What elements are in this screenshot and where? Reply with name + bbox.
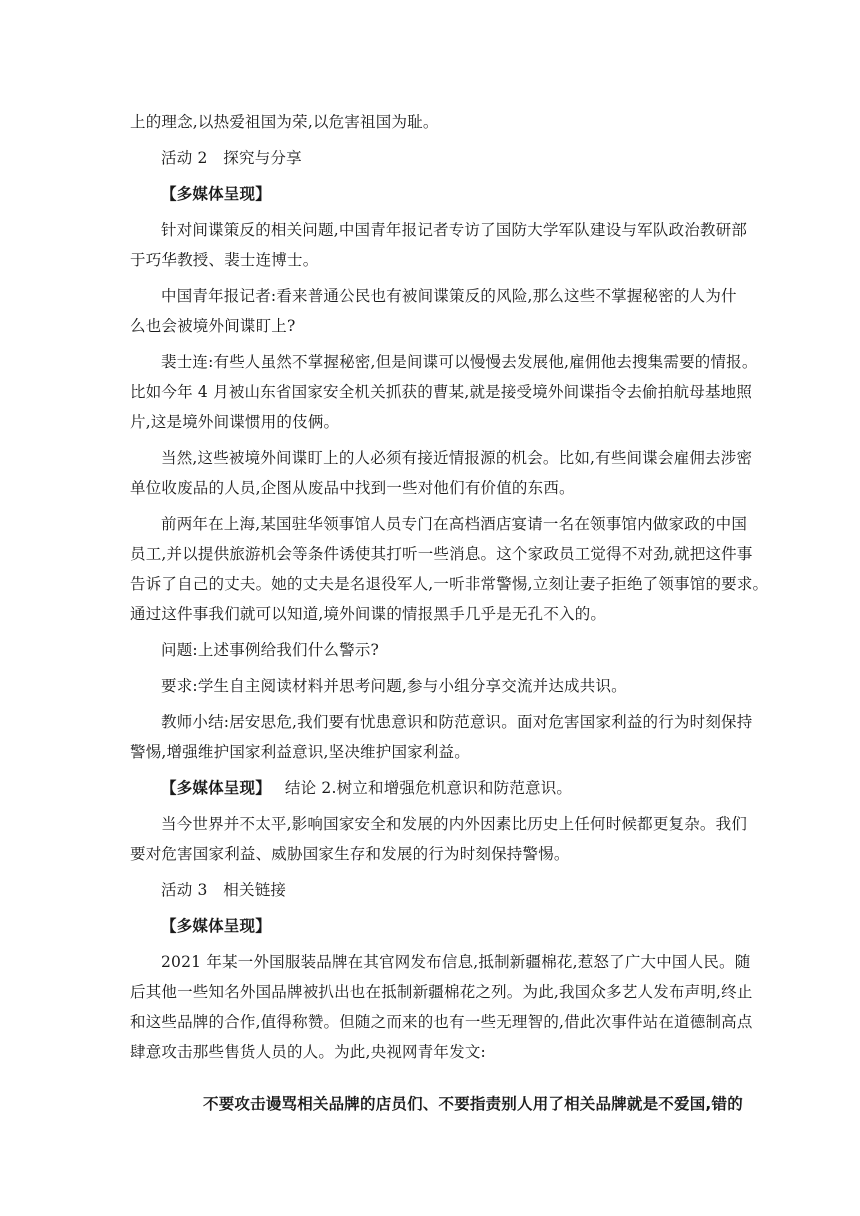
paragraph-line: 中国青年报记者:看来普通公民也有被间谍策反的风险,那么这些不掌握秘密的人为什 [161,287,737,305]
activity-heading: 活动 3 相关链接 [161,881,287,899]
activity-heading: 活动 2 探究与分享 [161,149,302,167]
paragraph-line: 警惕,增强维护国家利益意识,坚决维护国家利益。 [130,743,470,761]
paragraph-line: 当今世界并不太平,影响国家安全和发展的内外因素比历史上任何时候都更复杂。我们 [161,815,748,833]
paragraph-line: 单位收废品的人员,企图从废品中找到一些对他们有价值的东西。 [130,479,575,497]
paragraph-line: 肆意攻击那些售货人员的人。为此,央视网青年发文: [130,1043,486,1061]
paragraph-line: 后其他一些知名外国品牌被扒出也在抵制新疆棉花之列。为此,我国众多艺人发布声明,终止 [130,983,753,1001]
paragraph-line: 要对危害国家利益、威胁国家生存和发展的行为时刻保持警惕。 [130,845,570,863]
paragraph-line: 通过这件事我们就可以知道,境外间谍的情报黑手几乎是无孔不入的。 [130,605,607,623]
paragraph-line: 问题:上述事例给我们什么警示? [161,641,380,659]
paragraph-line: 片,这是境外间谍惯用的伎俩。 [130,413,340,431]
paragraph-line: 裴士连:有些人虽然不掌握秘密,但是间谍可以慢慢去发展他,雇佣他去搜集需要的情报。 [161,353,758,371]
paragraph-line: 于巧华教授、裴士连博士。 [130,251,319,269]
paragraph-line: 员工,并以提供旅游机会等条件诱使其打听一些消息。这个家政员工觉得不对劲,就把这件事 [130,545,753,563]
paragraph-line: 比如今年 4 月被山东省国家安全机关抓获的曹某,就是接受境外间谍指令去偷拍航母基地照 [130,383,753,401]
quote-line: 不要攻击谩骂相关品牌的店员们、不要指责别人用了相关品牌就是不爱国,错的 [203,1095,743,1113]
multimedia-label: 【多媒体呈现】 [161,185,271,203]
multimedia-label: 【多媒体呈现】 [161,917,271,935]
conclusion-text: 结论 2.树立和增强危机意识和防范意识。 [284,779,573,797]
conclusion-line [161,778,740,798]
paragraph-line: 2021 年某一外国服装品牌在其官网发布信息,抵制新疆棉花,惹怒了广大中国人民。随 [161,953,751,971]
paragraph-line: 要求:学生自主阅读材料并思考问题,参与小组分享交流并达成共识。 [161,677,627,695]
paragraph-line: 教师小结:居安思危,我们要有忧患意识和防范意识。面对危害国家利益的行为时刻保持 [161,713,753,731]
paragraph-line: 上的理念,以热爱祖国为荣,以危害祖国为耻。 [130,113,439,131]
paragraph-line: 告诉了自己的丈夫。她的丈夫是名退役军人,一听非常警惕,立刻让妻子拒绝了领事馆的要求。 [130,575,769,593]
paragraph-line: 针对间谍策反的相关问题,中国青年报记者专访了国防大学军队建设与军队政治教研部 [161,221,748,239]
multimedia-label: 【多媒体呈现】 [161,779,271,797]
paragraph-line: 前两年在上海,某国驻华领事馆人员专门在高档酒店宴请一名在领事馆内做家政的中国 [161,515,748,533]
paragraph-line: 当然,这些被境外间谍盯上的人必须有接近情报源的机会。比如,有些间谍会雇佣去涉密 [161,449,753,467]
paragraph-line: 和这些品牌的合作,值得称赞。但随之而来的也有一些无理智的,借此次事件站在道德制高点 [130,1013,753,1031]
paragraph-line: 么也会被境外间谍盯上? [130,317,296,335]
